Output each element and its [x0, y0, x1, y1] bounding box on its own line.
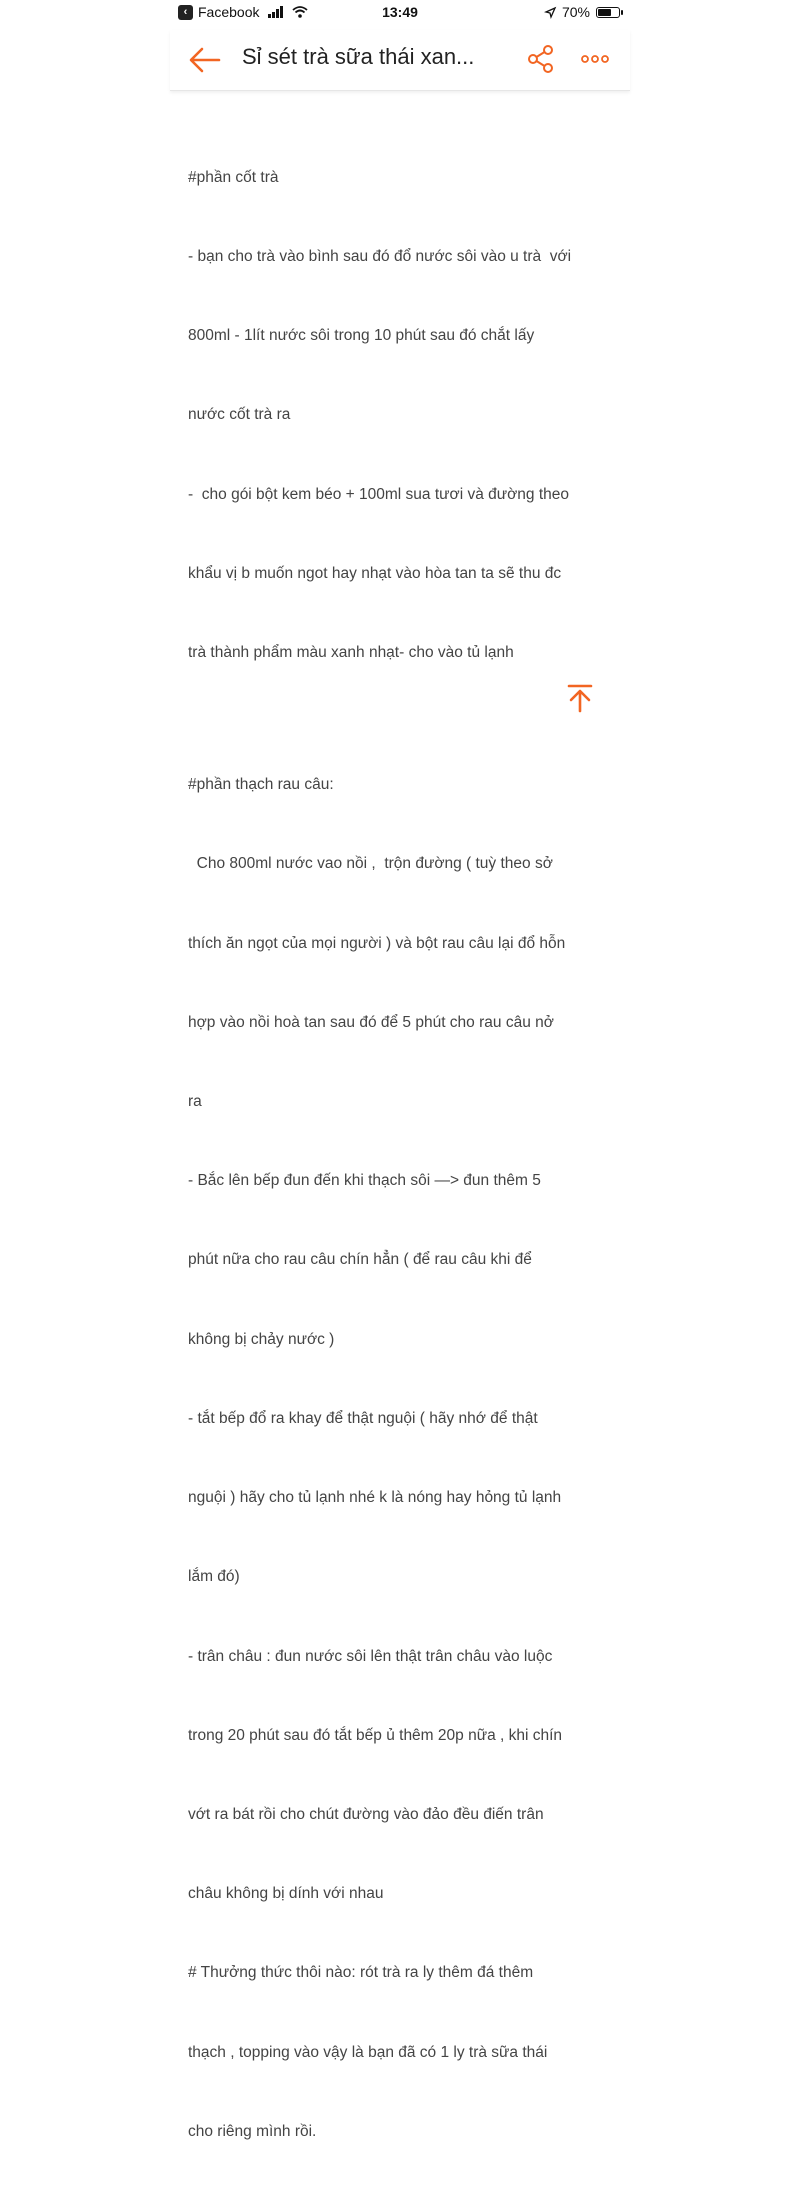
article-line: ra [188, 1093, 202, 1111]
status-bar [170, 0, 630, 28]
article-line: trà thành phẩm màu xanh nhạt- cho vào tủ lạnh [188, 644, 514, 662]
article-line: không bị chảy nước ) [188, 1330, 335, 1348]
article-line: vớt ra bát rồi cho chút đường vào đảo đều điến trân [188, 1806, 544, 1823]
article-line: hợp vào nồi hoà tan sau đó để 5 phút cho rau câu nở [188, 1013, 554, 1031]
article-line: 800ml - 1lít nước sôi trong 10 phút sau đó chắt lấy [188, 327, 535, 345]
article-line: trong 20 phút sau đó tắt bếp ủ thêm 20p nữa , khi chín [188, 1726, 563, 1744]
arrow-left-icon[interactable] [188, 46, 222, 74]
article-line: - tắt bếp đổ ra khay để thật nguội ( hãy nhớ để thật [188, 1409, 538, 1427]
article-line: Cho 800ml nước vao nồi , trộn đường ( tuỳ theo sở [188, 855, 553, 873]
location-arrow-icon [545, 7, 556, 18]
article-line: cho riêng mình rồi. [188, 2122, 317, 2140]
status-right [545, 4, 620, 20]
article-line: thích ăn ngọt của mọi người ) và bột rau câu lại đổ hỗn [188, 934, 566, 952]
article-line: #phần cốt trà [188, 168, 279, 186]
article-line: #phần thạch rau câu: [188, 776, 334, 794]
back-to-app-icon[interactable]: ‹ [178, 5, 193, 20]
article-line: - Bắc lên bếp đun đến khi thạch sôi —> đun thêm 5 [188, 1172, 541, 1190]
article-line: - cho gói bột kem béo + 100ml sua tươi và đường theo [188, 485, 569, 503]
status-time: 13:49 [382, 4, 418, 20]
page-title: Sỉ sét trà sữa thái xan... [242, 44, 475, 69]
battery-percent: 70% [561, 4, 590, 20]
article-line: khẩu vị b muốn ngot hay nhạt vào hòa tan ta sẽ thu đc [188, 564, 562, 582]
article-line: nước cốt trà ra [188, 406, 291, 424]
phone-screen [170, 0, 630, 2140]
battery-level [598, 9, 611, 16]
scroll-to-top-icon[interactable] [562, 680, 598, 716]
article-line: - trân châu : đun nước sôi lên thật trân châu vào luộc [188, 1647, 553, 1665]
share-icon[interactable] [526, 44, 556, 74]
nav-bar [170, 30, 630, 91]
article-line: # Thưởng thức thôi nào: rót trà ra ly thêm đá thêm [188, 1964, 534, 1982]
back-app-label[interactable]: Facebook [198, 4, 260, 20]
more-dots-icon[interactable] [580, 50, 610, 68]
article-line: lắm đó) [188, 1568, 240, 1586]
article-line: nguội ) hãy cho tủ lạnh nhé k là nóng hay hỏng tủ lạnh [188, 1489, 562, 1507]
battery-icon [596, 7, 620, 18]
article-line: phút nữa cho rau câu chín hẳn ( để rau câu khi để [188, 1251, 532, 1269]
article-line: châu không bị dính với nhau [188, 1885, 384, 1903]
article-line: - bạn cho trà vào bình sau đó đổ nước sôi vào u trà với [188, 248, 572, 266]
article-line: thạch , topping vào vậy là bạn đã có 1 ly trà sữa thái [188, 2043, 548, 2061]
article-body [188, 112, 618, 2198]
